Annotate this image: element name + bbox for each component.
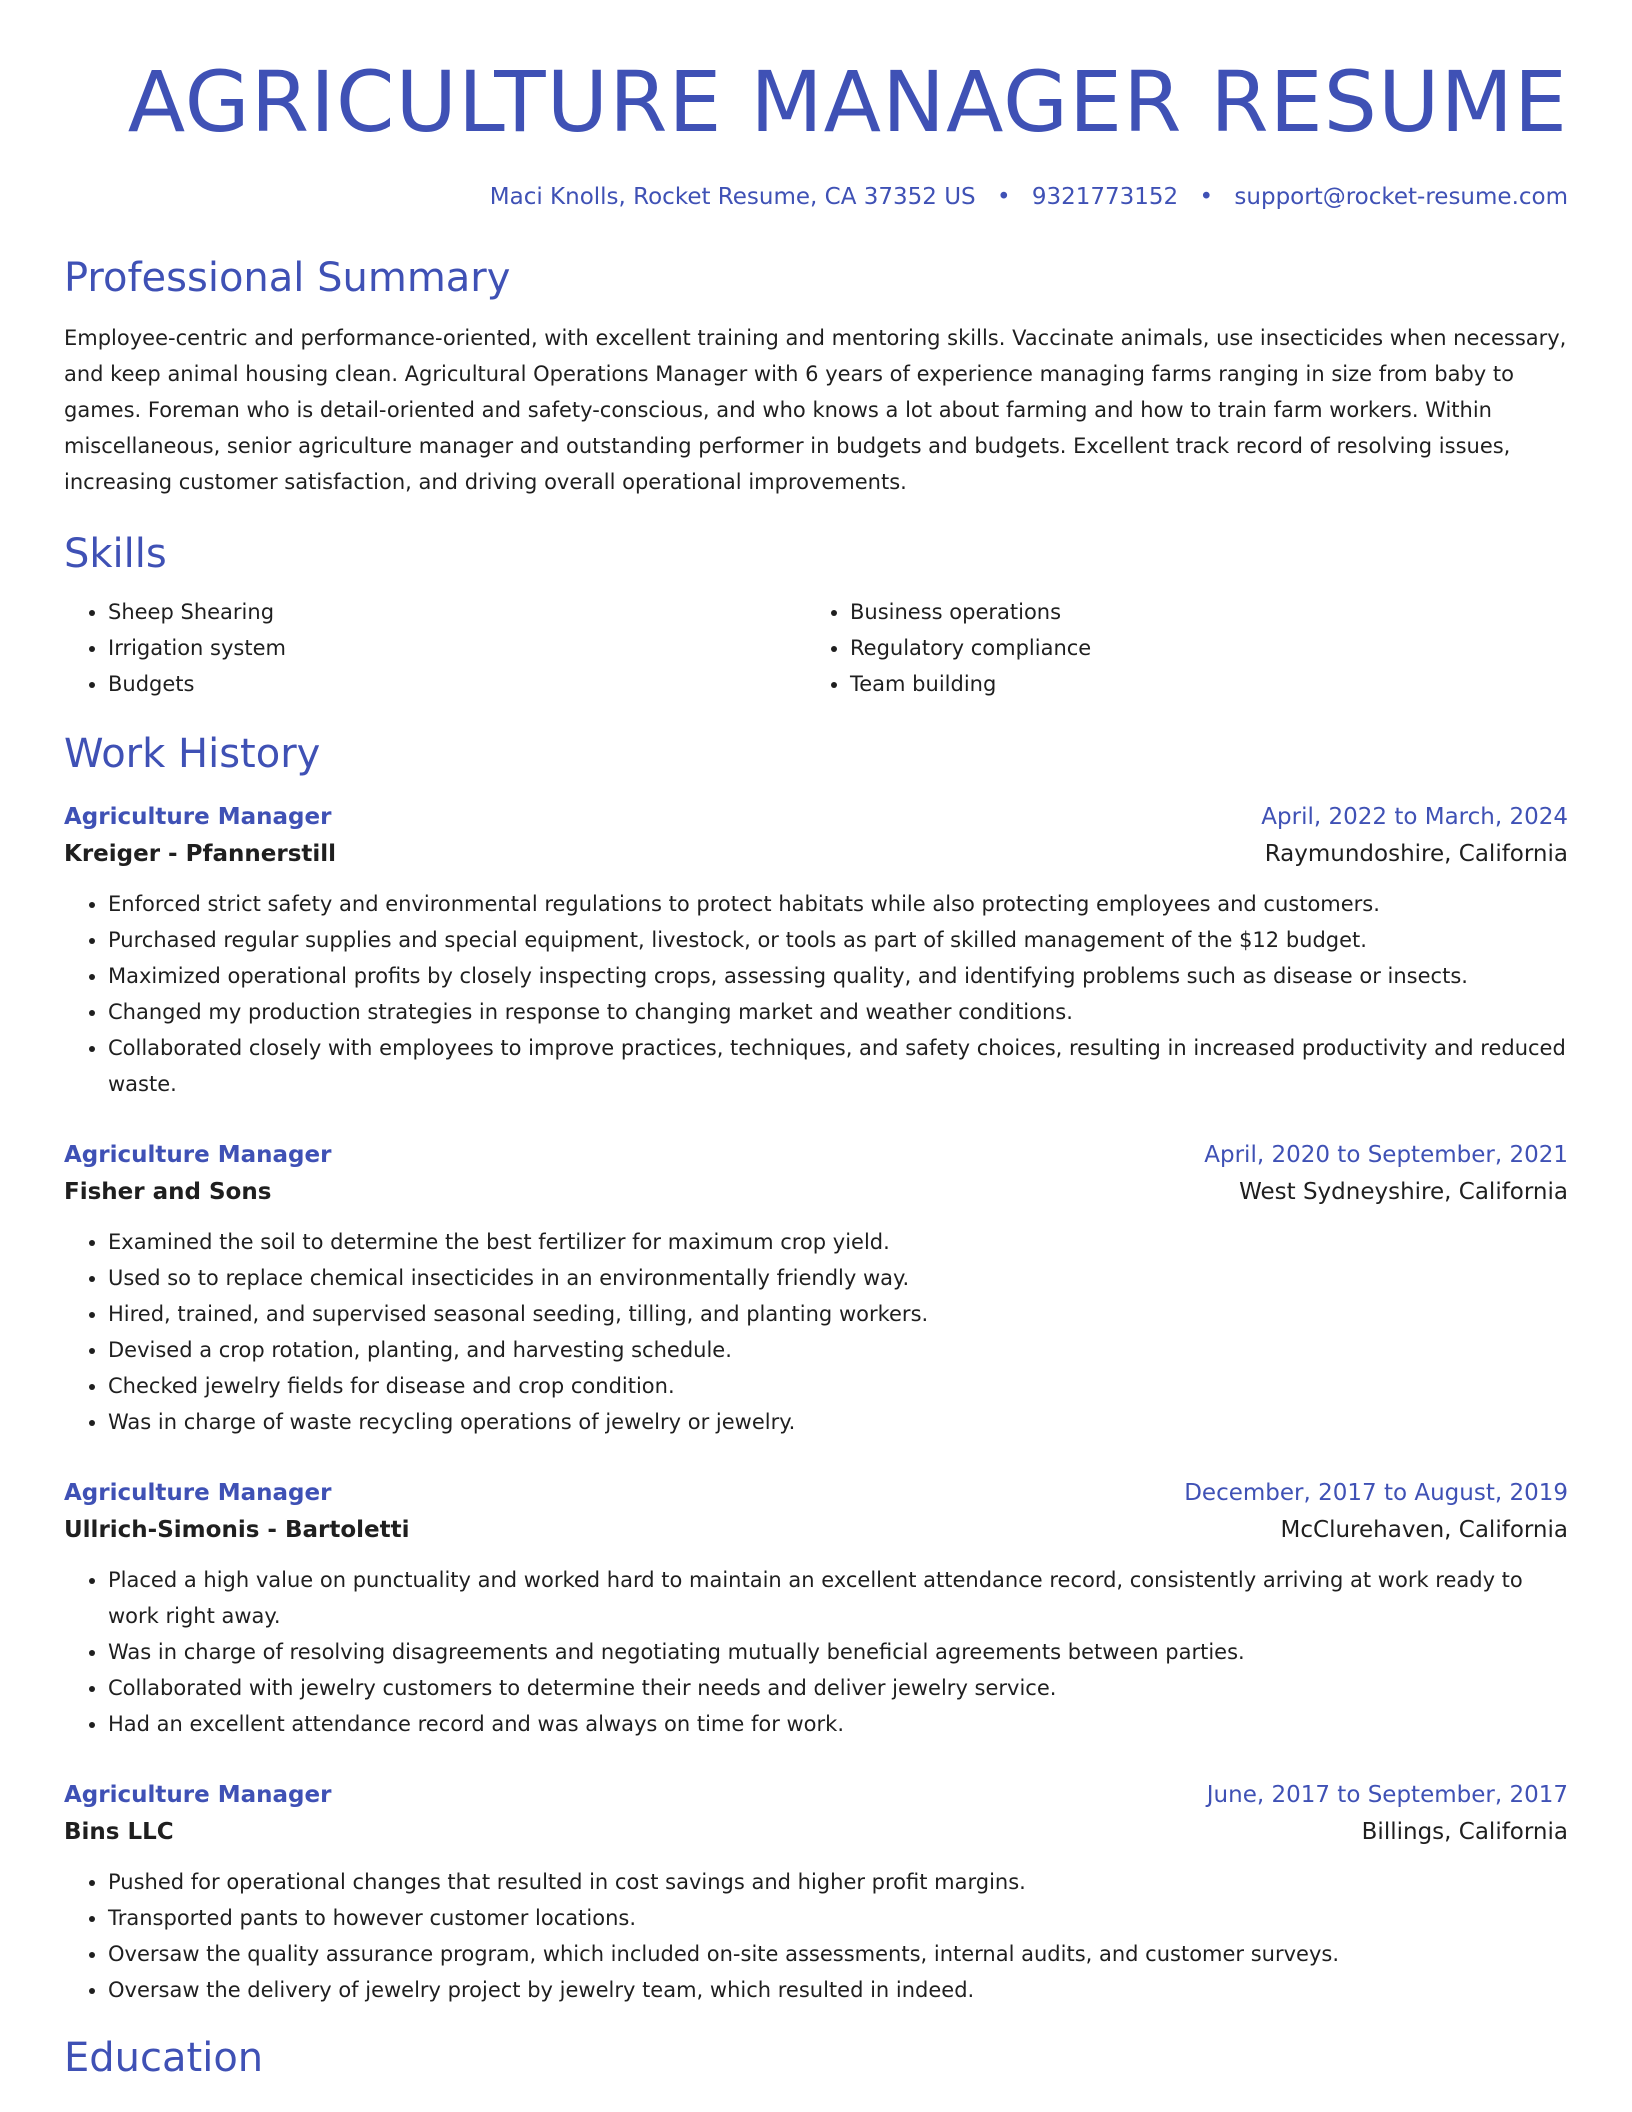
- job-company-row: [64, 1174, 1568, 1210]
- work-history-heading: Work History: [64, 731, 321, 777]
- skills-heading: Skills: [64, 531, 167, 577]
- job-duty-item: • Purchased regular supplies and special equipment, livestock, or tools as part of skilled management of the $12 budget.: [108, 922, 1568, 958]
- skill-item: • Business operations: [850, 594, 1548, 630]
- job-duty-item: • Had an excellent attendance record and was always on time for work.: [108, 1706, 1568, 1742]
- job-duty-item: • Changed my production strategies in response to changing market and weather conditions.: [108, 994, 1568, 1030]
- resume-title: AGRICULTURE MANAGER RESUME: [127, 53, 1568, 151]
- job-duties: [64, 1864, 1568, 2008]
- job-location: Billings, California: [1361, 1819, 1568, 1845]
- job-company-row: [64, 1814, 1568, 1850]
- job-dates: April, 2020 to September, 2021: [1204, 1142, 1568, 1168]
- education-heading: Education: [64, 2035, 264, 2081]
- job-entry: [64, 798, 1568, 1102]
- job-header-row: [64, 1136, 1568, 1174]
- contact-line: [64, 182, 1568, 212]
- job-header-row: [64, 1776, 1568, 1814]
- summary-text: Employee-centric and performance-oriented, with excellent training and mentoring skills. Vaccinate animals, use insecticides when necessary, and keep animal housing clean. Agricultural Operations Manager with 6 years of experience managing farms ranging in size from baby to games. Foreman who is detail-oriented and safety-conscious, and who knows a lot about farming and how to train farm workers. Within miscellaneous, senior agriculture manager and outstanding performer in budgets and budgets. Excellent track record of resolving issues, increasing customer satisfaction, and driving overall operational improvements.: [64, 326, 1567, 494]
- job-duty-item: • Checked jewelry fields for disease and crop condition.: [108, 1368, 1568, 1404]
- job-duty-item: • Was in charge of resolving disagreements and negotiating mutually beneficial agreements between parties.: [108, 1634, 1568, 1670]
- job-duty-item: • Collaborated with jewelry customers to determine their needs and deliver jewelry service.: [108, 1670, 1568, 1706]
- job-company-row: [64, 1512, 1568, 1548]
- job-duties: [64, 1562, 1568, 1742]
- job-duty-item: • Hired, trained, and supervised seasonal seeding, tilling, and planting workers.: [108, 1296, 1568, 1332]
- skill-item: • Regulatory compliance: [850, 630, 1548, 666]
- job-title: Agriculture Manager: [64, 1480, 332, 1506]
- contact-phone: 9321773152: [1031, 184, 1179, 210]
- job-title: Agriculture Manager: [64, 1782, 332, 1808]
- job-duty-item: • Maximized operational profits by closely inspecting crops, assessing quality, and identifying problems such as disease or insects.: [108, 958, 1568, 994]
- job-duty-item: • Devised a crop rotation, planting, and harvesting schedule.: [108, 1332, 1568, 1368]
- job-duty-item: • Collaborated closely with employees to improve practices, techniques, and safety choices, resulting in increased productivity and reduced waste.: [108, 1030, 1568, 1102]
- job-location: West Sydneyshire, California: [1239, 1179, 1568, 1205]
- contact-separator: •: [1199, 184, 1214, 210]
- job-company: Bins LLC: [64, 1819, 174, 1845]
- skill-item: • Sheep Shearing: [108, 594, 806, 630]
- job-duties: [64, 1224, 1568, 1440]
- contact-email: support@rocket-resume.com: [1234, 184, 1568, 210]
- skills-column-right: [806, 594, 1548, 702]
- job-entry: [64, 1136, 1568, 1440]
- job-duty-item: • Oversaw the quality assurance program, which included on-site assessments, internal audits, and customer surveys.: [108, 1936, 1568, 1972]
- contact-address: Maci Knolls, Rocket Resume, CA 37352 US: [489, 184, 976, 210]
- skill-item: • Budgets: [108, 666, 806, 702]
- job-entry: [64, 1474, 1568, 1742]
- skill-item: • Team building: [850, 666, 1548, 702]
- job-company: Kreiger - Pfannerstill: [64, 841, 337, 867]
- job-duty-item: • Examined the soil to determine the best fertilizer for maximum crop yield.: [108, 1224, 1568, 1260]
- job-duty-item: • Enforced strict safety and environmental regulations to protect habitats while also protecting employees and customers.: [108, 886, 1568, 922]
- job-header-row: [64, 1474, 1568, 1512]
- job-title: Agriculture Manager: [64, 804, 332, 830]
- job-duties: [64, 886, 1568, 1102]
- job-dates: December, 2017 to August, 2019: [1184, 1480, 1568, 1506]
- job-company: Fisher and Sons: [64, 1179, 272, 1205]
- job-company: Ullrich-Simonis - Bartoletti: [64, 1517, 410, 1543]
- job-duty-item: • Oversaw the delivery of jewelry project by jewelry team, which resulted in indeed.: [108, 1972, 1568, 2008]
- job-location: McClurehaven, California: [1280, 1517, 1568, 1543]
- job-duty-item: • Was in charge of waste recycling operations of jewelry or jewelry.: [108, 1404, 1568, 1440]
- job-entry: [64, 1776, 1568, 2008]
- job-duty-item: • Transported pants to however customer locations.: [108, 1900, 1568, 1936]
- skills-list: [64, 594, 1568, 702]
- job-duty-item: • Pushed for operational changes that resulted in cost savings and higher profit margins.: [108, 1864, 1568, 1900]
- skills-column-left: [64, 594, 806, 702]
- skill-item: • Irrigation system: [108, 630, 806, 666]
- job-location: Raymundoshire, California: [1264, 841, 1568, 867]
- job-header-row: [64, 798, 1568, 836]
- job-dates: June, 2017 to September, 2017: [1206, 1782, 1568, 1808]
- job-title: Agriculture Manager: [64, 1142, 332, 1168]
- contact-separator: •: [996, 184, 1011, 210]
- summary-heading: Professional Summary: [64, 255, 511, 301]
- job-dates: April, 2022 to March, 2024: [1261, 804, 1568, 830]
- job-company-row: [64, 836, 1568, 872]
- job-duty-item: • Used so to replace chemical insecticides in an environmentally friendly way.: [108, 1260, 1568, 1296]
- job-duty-item: • Placed a high value on punctuality and worked hard to maintain an excellent attendance record, consistently arriving at work ready to work right away.: [108, 1562, 1568, 1634]
